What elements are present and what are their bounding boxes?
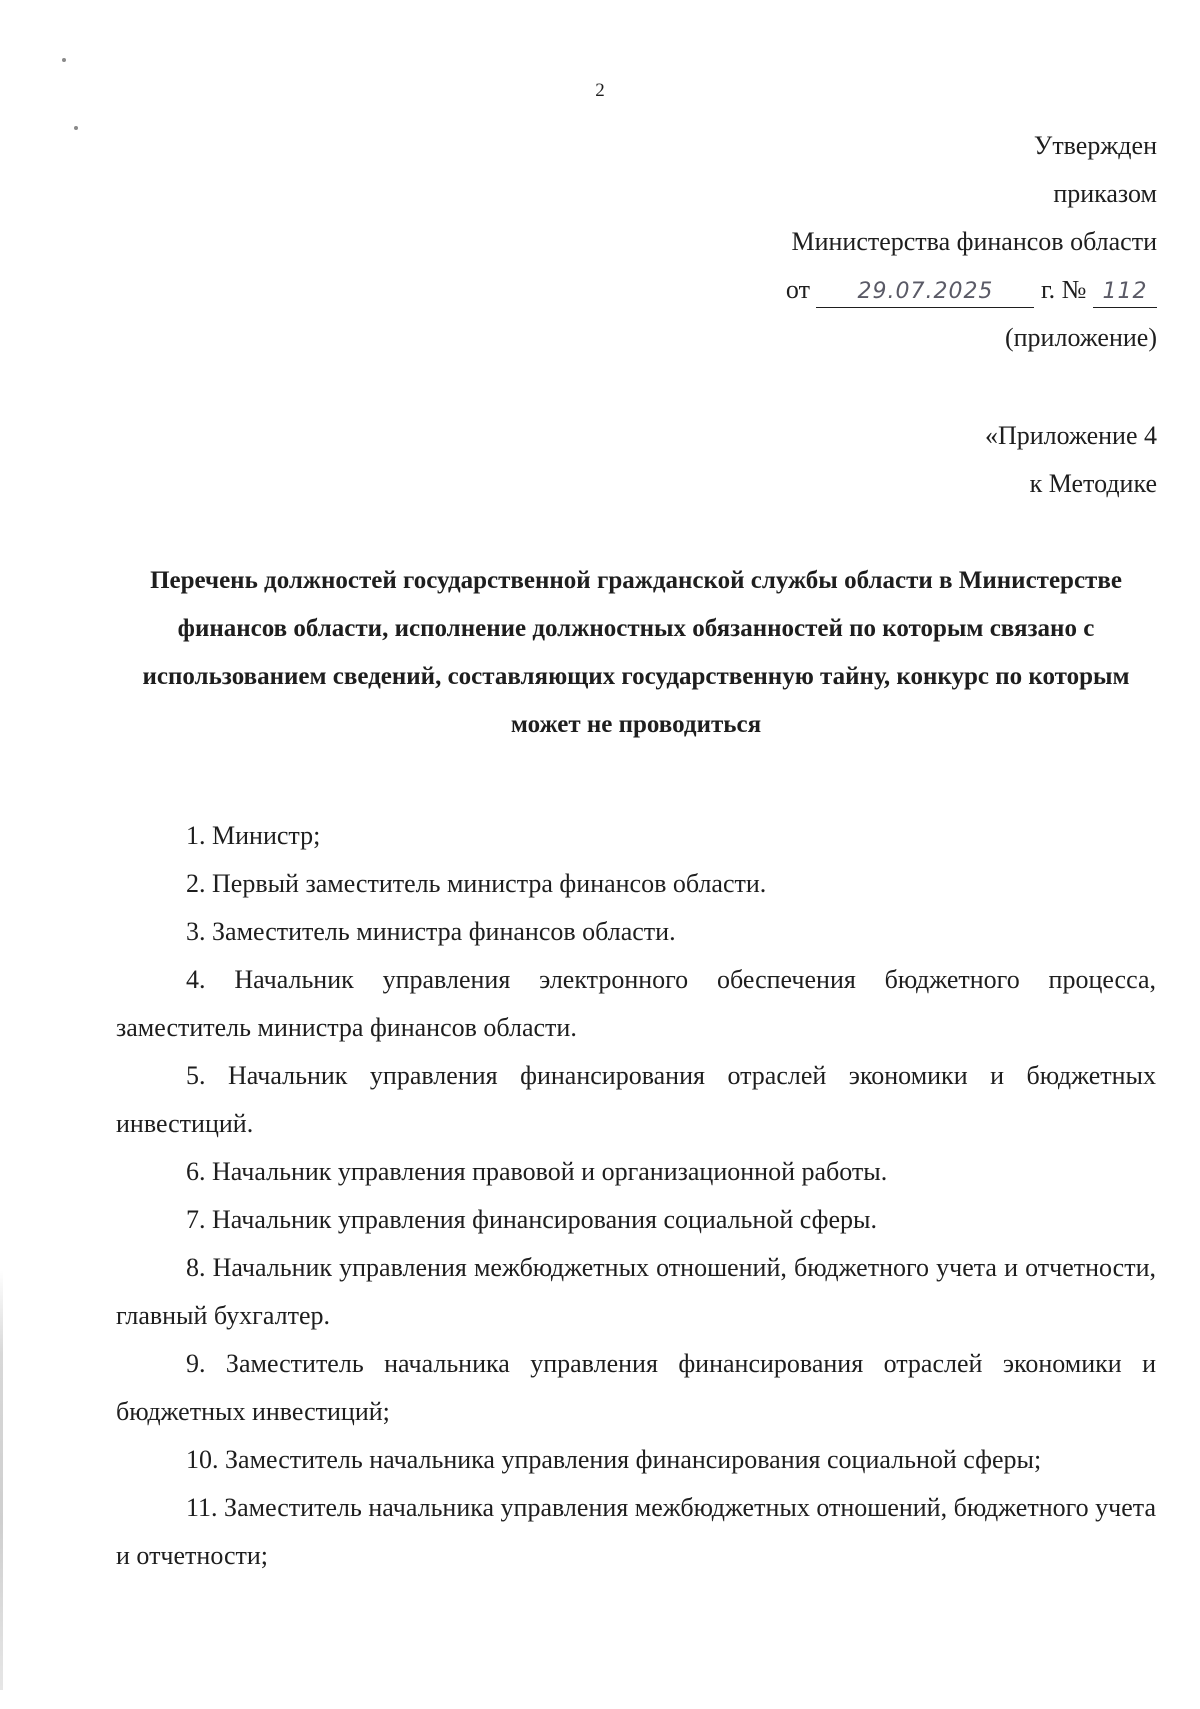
list-item: 5. Начальник управления финансирования отраслей экономики и бюджетных инвестиций. xyxy=(116,1061,1156,1138)
list-item: 10. Заместитель начальника управления финансирования социальной сферы; xyxy=(186,1445,1042,1474)
approval-line-approved: Утвержден xyxy=(1033,131,1157,160)
list-item: 1. Министр; xyxy=(186,821,321,850)
list-item: 11. Заместитель начальника управления межбюджетных отношений, бюджетного учета и отчетности; xyxy=(116,1493,1156,1570)
approval-block xyxy=(786,122,1157,362)
approval-line-appendix: (приложение) xyxy=(1004,323,1157,352)
handwritten-number: 112 xyxy=(1093,277,1157,308)
attachment-line-appendix-4: «Приложение 4 xyxy=(984,421,1157,450)
list-item: 6. Начальник управления правовой и организационной работы. xyxy=(186,1157,888,1186)
list-item: 9. Заместитель начальника управления финансирования отраслей экономики и бюджетных инвестиций; xyxy=(116,1349,1156,1426)
number-prefix: г. № xyxy=(1040,275,1087,304)
attachment-line-methodology: к Методике xyxy=(1029,469,1157,498)
approval-line-ministry: Министерства финансов области xyxy=(791,227,1157,256)
scan-speck xyxy=(74,126,78,130)
approval-line-date-number xyxy=(786,266,1157,314)
attachment-block xyxy=(985,412,1157,508)
page-number: 2 xyxy=(595,80,605,101)
list-item: 4. Начальник управления электронного обеспечения бюджетного процесса, заместитель министра финансов области. xyxy=(116,965,1156,1042)
list-item: 7. Начальник управления финансирования социальной сферы. xyxy=(186,1205,877,1234)
list-item: 8. Начальник управления межбюджетных отношений, бюджетного учета и отчетности, главный бухгалтер. xyxy=(116,1253,1156,1330)
handwritten-date: 29.07.2025 xyxy=(816,277,1034,308)
scan-edge-shadow xyxy=(0,1270,3,1690)
approval-line-order: приказом xyxy=(1053,179,1157,208)
list-item: 3. Заместитель министра финансов области. xyxy=(186,917,676,946)
scan-speck xyxy=(62,58,66,62)
positions-list xyxy=(116,812,1156,1580)
list-item: 2. Первый заместитель министра финансов области. xyxy=(186,869,767,898)
document-title: Перечень должностей государственной гражданской службы области в Министерстве финансов области, исполнение должностных обязанностей по которым связано с использованием сведений, составляющих государственную тайну, конкурс по которым может не проводиться xyxy=(142,567,1130,738)
date-prefix: от xyxy=(785,275,810,304)
